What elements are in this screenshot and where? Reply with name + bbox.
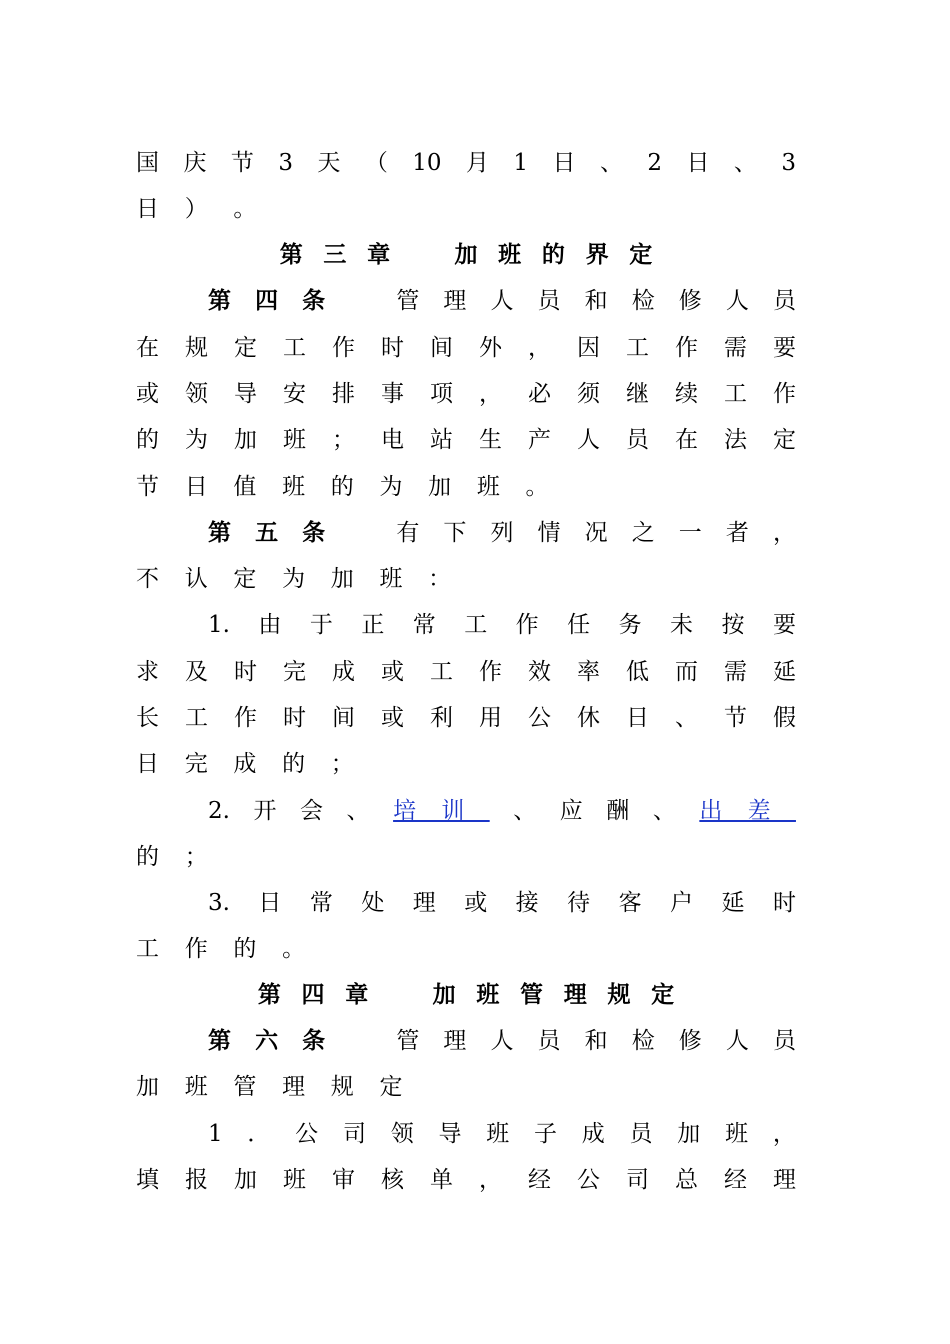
text-char: 及 [185,659,208,685]
text-char: 情 [537,520,561,546]
text-char [349,286,372,316]
text-char: 完 [184,751,208,777]
text-char: 值 [233,474,257,500]
text-char: 处 [361,890,385,916]
text-char: 员 [537,1028,561,1054]
text-char: ， [772,520,796,546]
chapter-heading-text: 第三章 加班的界定 [279,242,673,268]
text-char: 人 [725,1028,749,1054]
text-char: 班 [283,427,306,453]
text-char: 继 [626,381,649,407]
text-char: ； [184,844,208,870]
text-line [208,1026,796,1056]
text-char: 成 [332,659,355,685]
text-char [349,518,372,548]
text-char: 3 [781,150,796,176]
text-line [136,749,796,779]
text-char: 导 [438,1121,462,1147]
text-char: ； [332,427,355,453]
text-char: 公 [295,1121,319,1147]
text-char: 规 [330,1074,354,1100]
text-char: 作 [332,335,355,361]
article-label-char: 第 [208,1028,231,1054]
text-line [208,1119,796,1149]
text-char [349,1026,372,1056]
text-line [208,610,796,640]
text-char: 或 [381,659,404,685]
text-char: 因 [577,335,600,361]
text-char: 工 [136,936,159,962]
text-char: 员 [629,1121,653,1147]
text-char: 待 [567,890,591,916]
text-char: 规 [185,335,208,361]
text-line [136,194,796,224]
text-char: 成 [233,751,257,777]
text-char: 时 [381,335,404,361]
text-char: 的 [330,474,354,500]
text-char: ； [330,751,354,777]
text-char: 客 [618,890,642,916]
text-char: 不 [136,566,159,592]
text-char: 审 [332,1167,355,1193]
text-char: 需 [724,335,747,361]
text-char: 修 [678,288,702,314]
text-char: 日 [184,474,208,500]
text-line [136,148,796,178]
text-char: 理 [412,890,436,916]
text-char: 或 [381,705,404,731]
text-char: ， [528,335,551,361]
text-char: 1. [208,612,230,638]
text-char: 日 [626,705,649,731]
text-char: ， [479,1167,502,1193]
text-char: 领 [185,381,208,407]
text-char: 导 [234,381,257,407]
text-char: 司 [342,1121,366,1147]
text-char: 排 [332,381,355,407]
article-label-char: 五 [255,520,279,546]
text-line [136,934,796,964]
text-char: 工 [626,335,649,361]
text-char: 月 [465,150,489,176]
text-char: ） [184,196,208,222]
article-label-char: 条 [302,520,326,546]
text-char: 为 [282,566,306,592]
text-char: 管 [233,1074,257,1100]
text-char: 效 [528,659,551,685]
text-char: 填 [136,1167,159,1193]
text-char: 员 [626,427,649,453]
text-char: 工 [185,705,208,731]
text-char: 假 [773,705,796,731]
text-char: 、 [513,798,537,824]
text-char: 单 [430,1167,453,1193]
text-char: 定 [773,427,796,453]
text-char: 2. [208,798,230,824]
text-char: 节 [230,150,254,176]
text-char: 、 [733,150,757,176]
text-char: 认 [184,566,208,592]
text-char: 报 [185,1167,208,1193]
text-line [136,1165,796,1195]
text-char: 外 [479,335,502,361]
text-char: ， [772,1121,796,1147]
text-char: 未 [670,612,694,638]
text-char: 有 [396,520,420,546]
text-char: 班 [184,1074,208,1100]
text-char: 节 [136,474,159,500]
text-char: 作 [675,335,698,361]
text-char: 和 [584,1028,608,1054]
text-char: 班 [379,566,403,592]
text-char: 或 [136,381,159,407]
text-char: 人 [490,288,514,314]
text-char: 必 [528,381,551,407]
text-char: 司 [626,1167,649,1193]
text-char: ： [428,566,452,592]
text-char: 之 [631,520,655,546]
text-char: 任 [567,612,591,638]
text-char: 理 [773,1167,796,1193]
text-line [136,472,796,502]
text-char: 时 [234,659,257,685]
text-char: 接 [515,890,539,916]
text-char: 3 [278,150,293,176]
text-char: 1 [208,1121,223,1147]
text-char: 、 [652,798,676,824]
article-label-char: 条 [302,1028,326,1054]
text-char: 班 [725,1121,749,1147]
text-char: 求 [136,659,159,685]
text-char: 应 [559,798,583,824]
text-char: 核 [381,1167,404,1193]
text-line [136,564,796,594]
text-char: 况 [584,520,608,546]
text-char: 成 [581,1121,605,1147]
text-char: 为 [185,427,208,453]
text-char: 加 [677,1121,701,1147]
text-char: 班 [283,1167,306,1193]
text-line [208,796,796,826]
text-char: 定 [234,335,257,361]
text-char: 修 [678,1028,702,1054]
text-char: 于 [309,612,333,638]
text-line [208,286,796,316]
text-char: 班 [476,474,500,500]
text-char: 率 [577,659,600,685]
text-char: 工 [430,659,453,685]
text-char: 或 [464,890,488,916]
text-char: 作 [515,612,539,638]
text-char: 庆 [183,150,207,176]
text-char: 而 [675,659,698,685]
text-char: 低 [626,659,649,685]
text-char: 加 [330,566,354,592]
text-char: 、 [599,150,623,176]
text-char: 时 [772,890,796,916]
text-char: 日 [686,150,710,176]
text-char: 天 [317,150,341,176]
text-char: 和 [584,288,608,314]
text-char: 列 [490,520,514,546]
text-char: 。 [233,196,257,222]
text-line [136,657,796,687]
text-char: 开 [253,798,277,824]
text-line [136,842,796,872]
article-label-char: 条 [302,288,326,314]
text-char: 工 [724,381,747,407]
text-char: 员 [772,288,796,314]
text-char: 长 [136,705,159,731]
text-char: 理 [443,288,467,314]
text-char: 延 [721,890,745,916]
text-char: 法 [724,427,747,453]
text-char: 日 [136,751,159,777]
text-line [136,425,796,455]
text-char: 经 [724,1167,747,1193]
text-char: 按 [721,612,745,638]
article-label-char: 第 [208,520,231,546]
text-char: 站 [430,427,453,453]
text-char: 国 [136,150,159,176]
text-char: 工 [283,335,306,361]
text-char: 理 [443,1028,467,1054]
text-char: 休 [577,705,600,731]
text-char: 利 [430,705,453,731]
text-char: 常 [309,890,333,916]
text-char: 加 [136,1074,159,1100]
text-char: 作 [184,936,208,962]
text-char: 为 [379,474,403,500]
text-char: 管 [396,1028,420,1054]
text-char: 作 [234,705,257,731]
text-char: 2 [647,150,663,176]
text-char: 完 [283,659,306,685]
text-char: 10 [412,150,442,176]
text-char: （ [364,150,388,176]
text-char: 延 [773,659,796,685]
text-char: 加 [234,1167,257,1193]
text-char: 间 [430,335,453,361]
text-char: 在 [675,427,698,453]
text-char: 间 [332,705,355,731]
text-line [136,1072,796,1102]
text-char: 生 [479,427,502,453]
chapter-heading [136,240,796,270]
text-char: ． [247,1121,271,1147]
text-char: 定 [233,566,257,592]
text-char: 领 [390,1121,414,1147]
text-char: 。 [282,936,306,962]
text-char: 经 [528,1167,551,1193]
text-char: 3. [208,890,230,916]
text-char: 加 [234,427,257,453]
article-label-char: 第 [208,288,231,314]
text-line [208,518,796,548]
chapter-heading-text: 第四章 加班管理规定 [257,982,695,1008]
text-char: 、 [346,798,370,824]
text-char: 子 [534,1121,557,1147]
text-char: 节 [724,705,747,731]
text-char: 人 [725,288,749,314]
text-char: 公 [577,1167,600,1193]
text-char: 续 [675,381,698,407]
text-char: 日 [136,196,159,222]
text-char: 会 [300,798,324,824]
text-char: 检 [631,1028,655,1054]
text-char: 户 [670,890,694,916]
text-line [136,379,796,409]
text-char: 人 [577,427,600,453]
text-char: 员 [537,288,561,314]
text-char: 产 [528,427,551,453]
hyperlink[interactable]: 出差 [699,798,796,824]
text-char: 需 [724,659,747,685]
text-char: 作 [479,659,502,685]
text-char: 定 [379,1074,403,1100]
text-char: 电 [381,427,404,453]
text-line [136,333,796,363]
text-char: 加 [428,474,452,500]
text-char: 项 [430,381,453,407]
text-char: 的 [282,751,306,777]
text-char: 班 [282,474,306,500]
text-char: 的 [233,936,257,962]
text-char: 检 [631,288,655,314]
text-char: 的 [136,427,159,453]
text-char: 时 [283,705,306,731]
text-char: 者 [725,520,749,546]
text-char: 工 [464,612,488,638]
text-char: 要 [773,335,796,361]
text-char: 管 [396,288,420,314]
article-label-char: 六 [255,1028,279,1054]
text-char: 由 [258,612,282,638]
text-char: 务 [618,612,642,638]
text-char: 用 [479,705,502,731]
text-char: 正 [361,612,385,638]
text-char: 公 [528,705,551,731]
hyperlink[interactable]: 培训 [393,798,490,824]
text-char: 事 [381,381,404,407]
text-char: 日 [552,150,576,176]
text-char: 人 [490,1028,514,1054]
text-char: ， [479,381,502,407]
text-char: 理 [282,1074,306,1100]
text-char: 下 [443,520,467,546]
chapter-heading [136,980,796,1010]
text-char: 。 [525,474,549,500]
text-line [136,703,796,733]
text-char: 班 [486,1121,510,1147]
text-char: 员 [772,1028,796,1054]
text-char: 在 [136,335,159,361]
text-line [208,888,796,918]
text-char: 的 [136,844,159,870]
text-char: 安 [283,381,306,407]
text-char: 要 [772,612,796,638]
text-char: 1 [513,150,529,176]
article-label-char: 四 [255,288,279,314]
text-char: 常 [412,612,436,638]
text-char: 日 [258,890,282,916]
text-char: 须 [577,381,600,407]
text-char: 酬 [606,798,630,824]
text-char: 总 [675,1167,698,1193]
text-char: 、 [675,705,698,731]
text-char: 一 [678,520,702,546]
text-char: 作 [773,381,796,407]
